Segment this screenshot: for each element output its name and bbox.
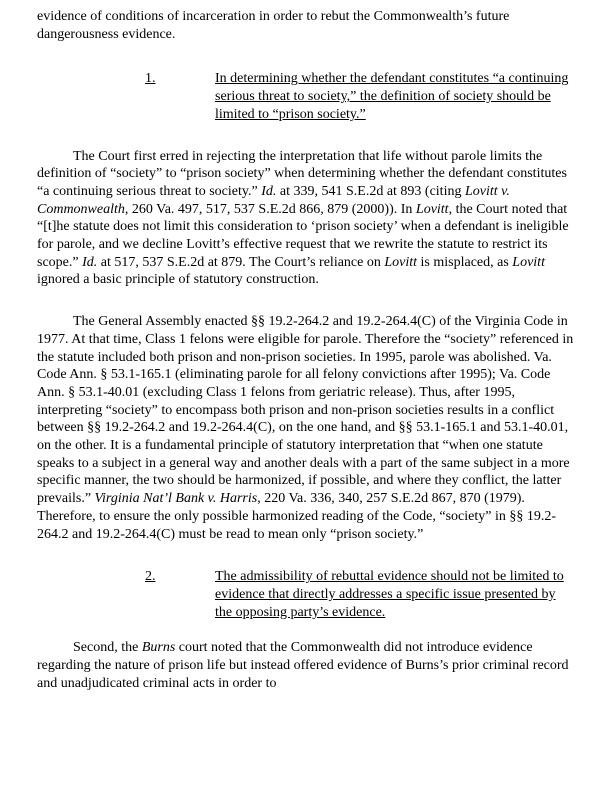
text-run: The admissibility of rebuttal evidence should not be limited to evidence that directly addresses a specific issue presented by the opposing party’s evidence. [215,569,564,620]
paragraph-court-first-erred [37,148,575,290]
paragraph-continuation [37,8,575,43]
text-run: In determining whether the defendant constitutes “a continuing serious threat to society,” the definition of society should be limited to “prison society.” [215,71,569,122]
italic-text-run: Lovitt v. Commonwealth [37,183,510,217]
italic-text-run: Lovitt [415,201,449,217]
heading-2-text [215,568,575,621]
text-run: , the Court noted that “[t]he statute does not limit this consideration to ‘prison society’ when a defendant is ineligible for parole, and we decline Lovitt’s effective request that we rewrite the statute to restrict its scope.” [37,201,569,270]
text-run: is misplaced, as [417,254,513,270]
paragraph-general-assembly [37,313,575,543]
italic-text-run: Burns [141,640,176,656]
text-run: at 339, 541 S.E.2d at 893 (citing [276,183,465,199]
italic-text-run: Id. [82,254,98,270]
text-run: court noted that the Commonwealth did not introduce evidence regarding the nature of prison life but instead offered evidence of Burns’s prior criminal record and unadjudicated criminal acts in order to [37,640,569,691]
italic-text-run: Lovitt [512,254,545,270]
italic-text-run: Lovitt [384,254,418,270]
heading-2-number: 2. [145,569,156,585]
text-run: Second, the [73,640,142,656]
text-run: evidence of conditions of incarceration in order to rebut the Commonwealth’s future dangerousness evidence. [37,9,510,42]
heading-1-number: 1. [145,71,156,87]
italic-text-run: Virginia Nat’l Bank v. Harris [94,491,258,507]
italic-text-run: Id. [261,183,277,199]
paragraph-second-burns [37,639,575,692]
text-run: , 220 Va. 336, 340, 257 S.E.2d 867, 870 (1979). Therefore, to ensure the only possible harmonized reading of the Code, “society” in §§ 19.2-264.2 and 19.2-264.4(C) must be read to mean only “prison society.” [37,491,557,542]
text-run: , 260 Va. 497, 517, 537 S.E.2d 866, 879 (2000)). In [124,201,416,217]
heading-2 [145,568,575,621]
text-run: at 517, 537 S.E.2d at 879. The Court’s reliance on [97,254,385,270]
heading-1-text [215,70,575,123]
heading-1 [145,70,575,123]
text-run: ignored a basic principle of statutory construction. [37,272,319,288]
text-run: The Court first erred in rejecting the interpretation that life without parole limits the definition of “society” to “prison society” when determining whether the defendant constitutes “a continuing serious threat to society.” [37,148,567,199]
text-run: The General Assembly enacted §§ 19.2-264.2 and 19.2-264.4(C) of the Virginia Code in 1977. At that time, Class 1 felons were eligible for parole. Therefore the “society” referenced in the statute included both prison and non-prison societies. In 1995, parole was abolished. Va. Code Ann. § 53.1-165.1 (eliminating parole for all felony convictions after 1995); Va. Code Ann. § 53.1-40.01 (excluding Class 1 felons from geriatric release). Thus, after 1995, interpreting “society” to encompass both prison and non-prison societies results in a conflict between §§ 19.2-264.2 and 19.2-264.4(C), on the one hand, and §§ 53.1-165.1 and 53.1-40.01, on the other. It is a fundamental principle of statutory interpretation that “when one statute speaks to a subject in a general way and another deals with a part of the same subject in a more specific manner, the two should be harmonized, if possible, and where they conflict, the latter prevails.” [37,314,574,507]
